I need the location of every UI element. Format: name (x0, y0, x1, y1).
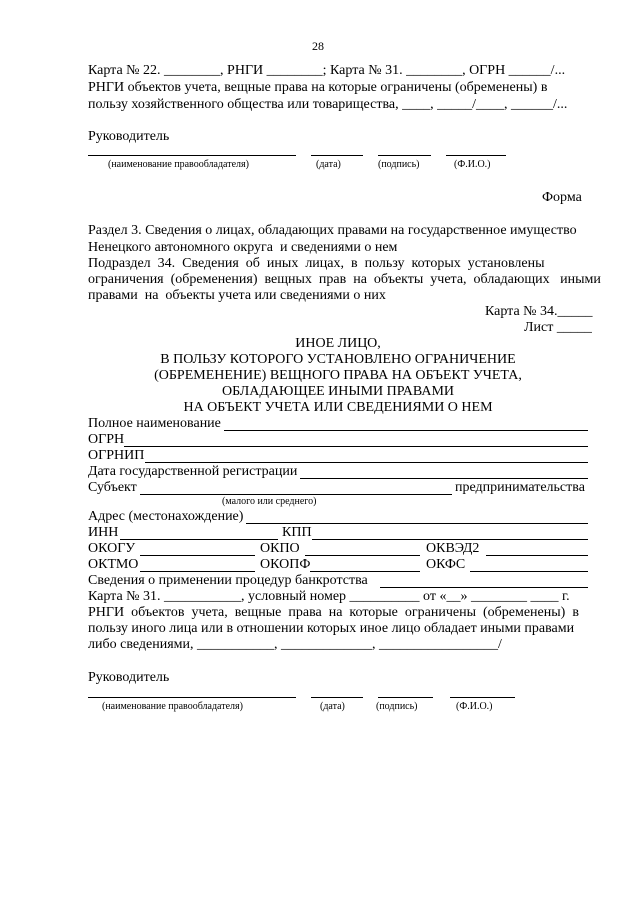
field-okogu-label: ОКОГУ (88, 541, 136, 556)
field-oktmo-label: ОКТМО (88, 557, 139, 572)
field-ogrn-label: ОГРН (88, 432, 125, 447)
field-okopf-input[interactable] (310, 571, 420, 572)
form-title-line-2: В ПОЛЬЗУ КОТОРОГО УСТАНОВЛЕНО ОГРАНИЧЕНИЕ (160, 352, 516, 367)
signature-label-sign-top: (подпись) (378, 159, 420, 170)
field-okfs-input[interactable] (470, 571, 588, 572)
field-okfs-label: ОКФС (426, 557, 466, 572)
signature-label-date-bottom: (дата) (320, 701, 345, 712)
signature-line-date-bottom[interactable] (311, 697, 363, 698)
signature-line-name-top (88, 155, 296, 156)
form-title-line-3: (ОБРЕМЕНЕНИЕ) ВЕЩНОГО ПРАВА НА ОБЪЕКТ УЧЕТА, (154, 368, 522, 383)
signature-label-sign-bottom: (подпись) (376, 701, 418, 712)
field-reg-date-input[interactable] (300, 478, 588, 479)
field-entrepreneurship-label: предпринимательства (455, 480, 585, 495)
field-ogrn-input[interactable] (124, 446, 588, 447)
section-line-2: Ненецкого автономного округа и сведениями о нем (88, 240, 398, 255)
field-rngi-line-2: пользу иного лица или в отношении которых иное лицо обладает иными правами (88, 621, 575, 636)
signature-line-name-bottom[interactable] (88, 697, 296, 698)
field-small-or-medium-hint: (малого или среднего) (222, 496, 317, 507)
field-full-name-label: Полное наименование (88, 416, 221, 431)
signature-line-sign-top (378, 155, 431, 156)
signature-label-fio-bottom: (Ф.И.О.) (456, 701, 493, 712)
signature-head-bottom: Руководитель (88, 670, 170, 685)
field-rngi-line-3: либо сведениями, ___________, _____________, _________________/ (88, 637, 502, 652)
field-bankruptcy-input[interactable] (380, 587, 588, 588)
signature-line-date-top (311, 155, 363, 156)
field-ogrnip-input[interactable] (145, 462, 588, 463)
signature-head-top: Руководитель (88, 129, 170, 144)
field-kpp-label: КПП (282, 525, 312, 540)
field-bankruptcy-label: Сведения о применении процедур банкротства (88, 573, 368, 588)
sheet-number: Лист _____ (524, 320, 592, 335)
top-block-line-3: пользу хозяйственного общества или товарищества, ____, _____/____, ______/... (88, 97, 568, 112)
field-okved2-input[interactable] (486, 555, 588, 556)
signature-label-name-bottom: (наименование правообладателя) (102, 701, 243, 712)
signature-label-name-top: (наименование правообладателя) (108, 159, 249, 170)
top-block-line-1: Карта № 22. ________, РНГИ ________; Карта № 31. ________, ОГРН ______/... (88, 63, 566, 78)
top-block-line-2: РНГИ объектов учета, вещные права на которые ограничены (обременены) в (88, 80, 548, 95)
subsection-line-3: правами на объекты учета или сведениями о них (88, 288, 386, 303)
page-number: 28 (312, 39, 324, 53)
field-card31: Карта № 31. ___________, условный номер __________ от «__» ________ ____ г. (88, 589, 570, 604)
field-okopf-label: ОКОПФ (260, 557, 311, 572)
field-inn-label: ИНН (88, 525, 119, 540)
section-line-1: Раздел 3. Сведения о лицах, обладающих правами на государственное имущество (88, 223, 577, 238)
field-ogrnip-label: ОГРНИП (88, 448, 145, 463)
field-okved2-label: ОКВЭД2 (426, 541, 480, 556)
form-title-line-1: ИНОЕ ЛИЦО, (295, 336, 381, 351)
signature-label-date-top: (дата) (316, 159, 341, 170)
field-kpp-input[interactable] (312, 539, 588, 540)
card-number: Карта № 34._____ (485, 304, 593, 319)
field-full-name-input[interactable] (224, 430, 588, 431)
signature-line-fio-bottom[interactable] (450, 697, 515, 698)
field-address-input[interactable] (246, 523, 588, 524)
subsection-line-1: Подраздел 34. Сведения об иных лицах, в пользу которых установлены (88, 256, 545, 271)
field-reg-date-label: Дата государственной регистрации (88, 464, 298, 479)
field-subject-input[interactable] (140, 494, 452, 495)
field-okpo-input[interactable] (305, 555, 420, 556)
field-rngi-line-1: РНГИ объектов учета, вещные права на которые ограничены (обременены) в (88, 605, 579, 620)
field-okpo-label: ОКПО (260, 541, 300, 556)
subsection-line-2: ограничения (обременения) вещных прав на объекты учета, обладающих иными (88, 272, 601, 287)
signature-label-fio-top: (Ф.И.О.) (454, 159, 491, 170)
field-inn-input[interactable] (120, 539, 278, 540)
form-label: Форма (542, 190, 582, 205)
signature-line-fio-top (446, 155, 506, 156)
signature-line-sign-bottom[interactable] (378, 697, 433, 698)
field-address-label: Адрес (местонахождение) (88, 509, 244, 524)
field-subject-label: Субъект (88, 480, 137, 495)
form-title-line-4: ОБЛАДАЮЩЕЕ ИНЫМИ ПРАВАМИ (221, 384, 454, 399)
field-okogu-input[interactable] (140, 555, 255, 556)
field-oktmo-input[interactable] (140, 571, 255, 572)
form-title-line-5: НА ОБЪЕКТ УЧЕТА ИЛИ СВЕДЕНИЯМИ О НЕМ (183, 400, 493, 415)
